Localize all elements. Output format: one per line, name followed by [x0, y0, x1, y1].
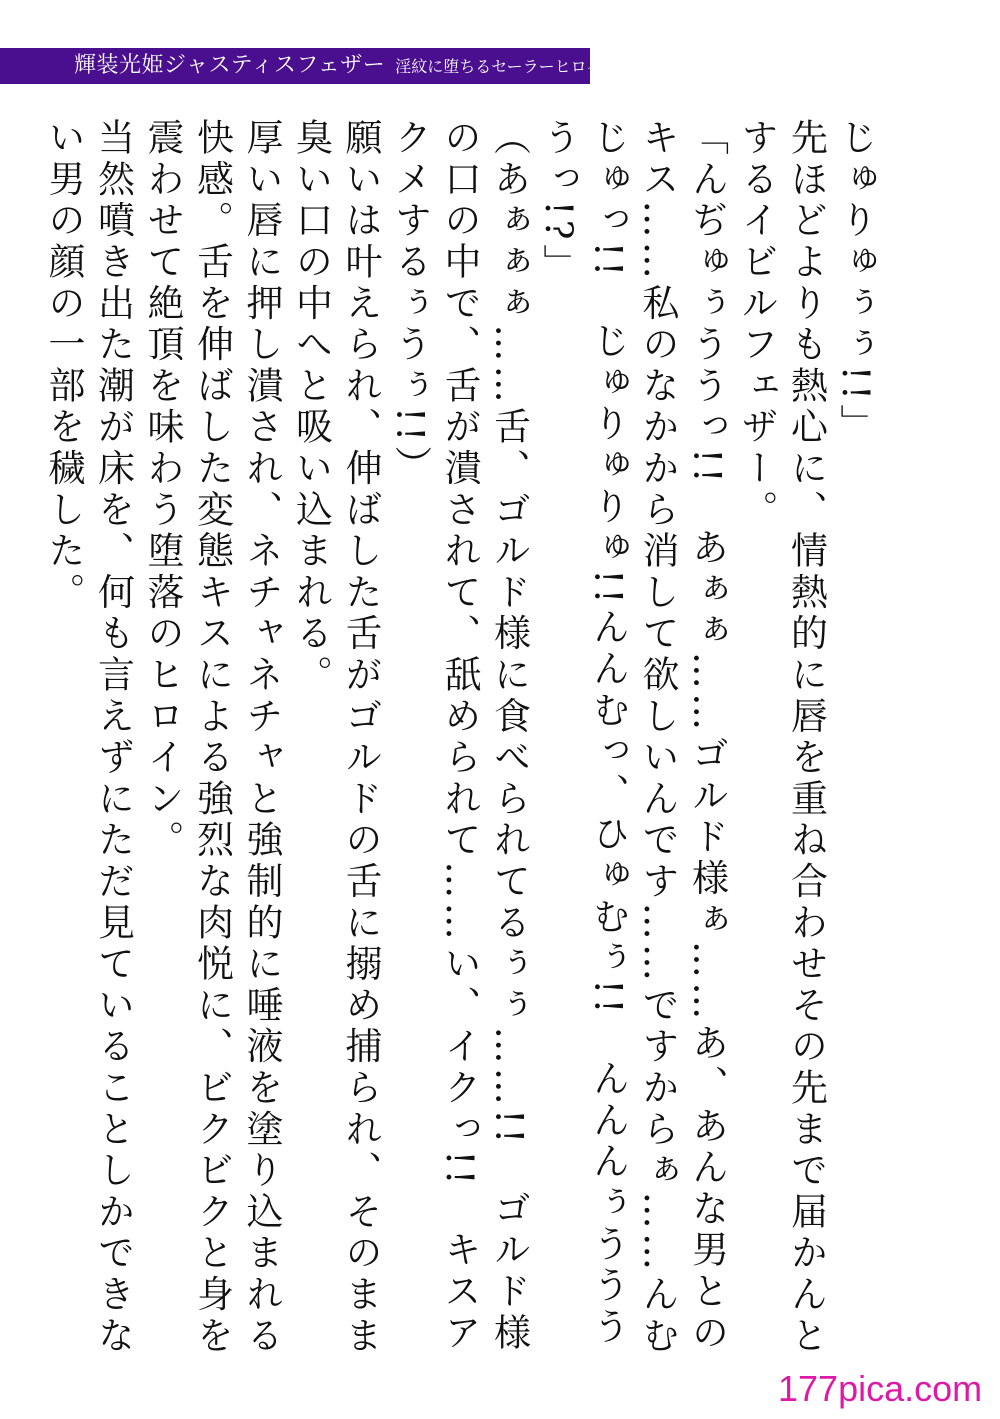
book-title: 輝装光姫ジャスティスフェザー: [74, 53, 386, 78]
header: [74, 48, 618, 84]
book-subtitle: 淫紋に堕ちるセーラーヒロイン: [395, 57, 619, 76]
header-bar: [0, 48, 619, 84]
paragraph: 先ほどよりも熱心に、情熱的に唇を重ね合わせその先まで届かんとするイビルフェザー。: [735, 118, 828, 1357]
paragraph: 厚い唇に押し潰され、ネチャネチャと強制的に唾液を塗り込まれる快感。舌を伸ばした変態キスによる強烈な肉悦に、ビクビクと身を震わせて絶頂を味わう堕落のヒロイン。: [141, 118, 283, 1357]
watermark: 177pica.com: [778, 1368, 983, 1409]
paragraph: 「んぢゅぅううっ!! あぁぁ……ゴルド様ぁ……あ、あんな男とのキス……私のなかから消して欲しいんです……ですからぁ……んむじゅっ!! じゅりゅりゅ!!んんむっ、ひゅむぅ!! んんんぅううううっ!?」: [537, 118, 729, 1357]
body-text: [42, 118, 880, 1378]
paragraph: 願いは叶えられ、伸ばした舌がゴルドの舌に搦め捕られ、そのまま臭い口の中へと吸い込まれる。: [289, 118, 382, 1357]
paragraph: 当然噴き出た潮が床を、何も言えずにただ見ていることしかできない男の顔の一部を穢した。: [42, 118, 135, 1357]
paragraph: じゅりゅぅぅ!!」: [834, 118, 877, 446]
paragraph: （あぁぁぁ……舌、ゴルド様に食べられてるぅぅ……!! ゴルド様の口の中で、舌が潰されて、舐められて……い、イクっ!! キスアクメするぅうぅ!!）: [388, 118, 531, 1355]
